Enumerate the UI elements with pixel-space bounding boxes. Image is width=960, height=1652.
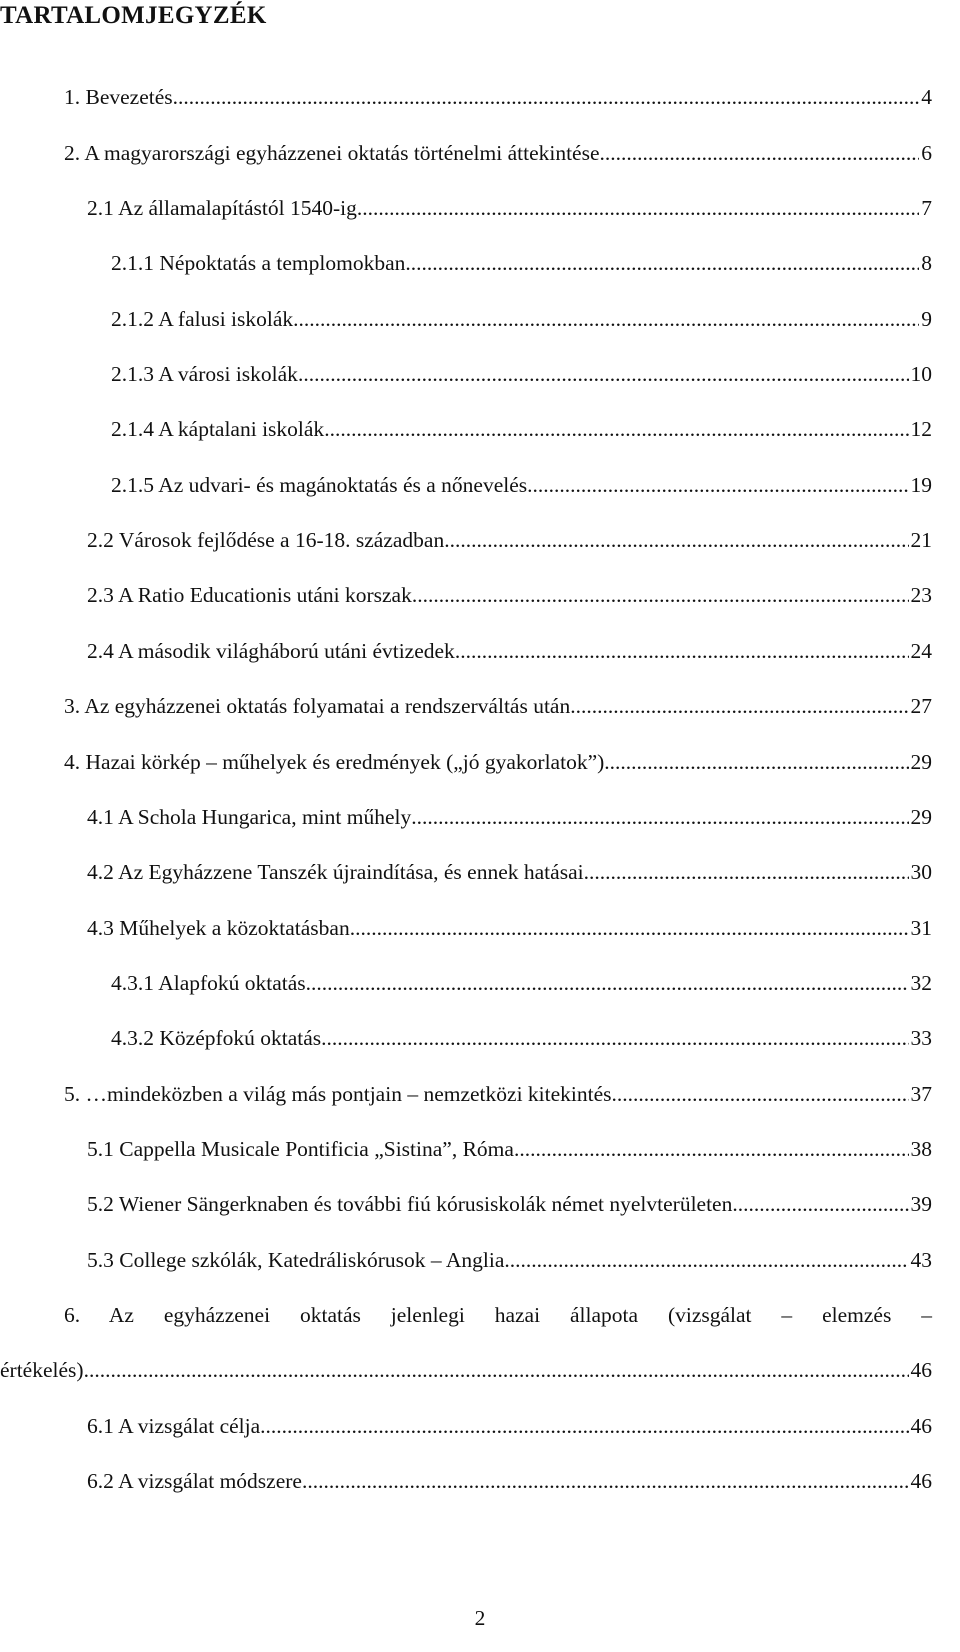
toc-entry-page: 31 bbox=[910, 916, 932, 940]
toc-entry[interactable] bbox=[64, 747, 932, 777]
toc-entry-label: 5.3 College szkólák, Katedráliskórusok – Anglia bbox=[87, 1248, 505, 1272]
toc-entry-page: 27 bbox=[910, 694, 932, 718]
toc-entry[interactable] bbox=[87, 580, 932, 610]
dot-leader bbox=[455, 636, 909, 666]
toc-entry-page: 29 bbox=[910, 805, 932, 829]
toc-entry-label: 2.1.2 A falusi iskolák bbox=[111, 307, 294, 331]
toc-entry-label: 3. Az egyházzenei oktatás folyamatai a rendszerváltás után bbox=[64, 694, 571, 718]
toc-entry[interactable] bbox=[87, 193, 932, 223]
toc-entry-label: 4.3.2 Középfokú oktatás bbox=[111, 1026, 322, 1050]
toc-entry[interactable] bbox=[111, 470, 932, 500]
toc-entry-label: 2.1 Az államalapítástól 1540-ig bbox=[87, 196, 357, 220]
toc-entry-page: 39 bbox=[910, 1192, 932, 1216]
toc-entry[interactable] bbox=[111, 248, 932, 278]
toc-entry-label: 2.1.5 Az udvari- és magánoktatás és a nőnevelés bbox=[111, 473, 528, 497]
page-number: 2 bbox=[474, 1606, 486, 1630]
toc-entry-label: 2.1.1 Népoktatás a templomokban bbox=[111, 251, 406, 275]
toc-entry[interactable] bbox=[111, 1023, 932, 1053]
dot-leader bbox=[444, 525, 908, 555]
dot-leader bbox=[504, 1245, 908, 1275]
toc-entry[interactable] bbox=[87, 1245, 932, 1275]
dot-leader bbox=[600, 138, 920, 168]
dot-leader bbox=[357, 193, 919, 223]
toc-entry-label: 5. …mindeközben a világ más pontjain – nemzetközi kitekintés bbox=[64, 1082, 612, 1106]
toc-entry-page: 4 bbox=[921, 85, 932, 109]
toc-entry[interactable] bbox=[64, 82, 932, 112]
toc-entry[interactable] bbox=[111, 359, 932, 389]
toc-entry[interactable] bbox=[87, 857, 932, 887]
toc-entry-label: 6. Az egyházzenei oktatás jelenlegi hazai állapota (vizsgálat – elemzés – bbox=[64, 1303, 932, 1327]
toc-entry-page: 9 bbox=[921, 307, 932, 331]
dot-leader bbox=[302, 1466, 909, 1496]
toc-entry[interactable] bbox=[87, 1411, 932, 1441]
dot-leader bbox=[306, 968, 909, 998]
toc-entry-label: 5.2 Wiener Sängerknaben és további fiú kórusiskolák német nyelvterületen bbox=[87, 1192, 733, 1216]
toc-entry-page: 21 bbox=[910, 528, 932, 552]
toc-entry-label: 2.3 A Ratio Educationis utáni korszak bbox=[87, 583, 412, 607]
toc-entry[interactable] bbox=[87, 636, 932, 666]
toc-entry-page: 7 bbox=[921, 196, 932, 220]
toc-entry-label: 4. Hazai körkép – műhelyek és eredmények („jó gyakorlatok”) bbox=[64, 750, 605, 774]
toc-entry-page: 29 bbox=[910, 750, 932, 774]
dot-leader bbox=[514, 1134, 909, 1164]
dot-leader bbox=[405, 248, 919, 278]
toc-entry-label: 2.1.4 A káptalani iskolák bbox=[111, 417, 325, 441]
toc-entry-multiline-first-line[interactable] bbox=[64, 1300, 932, 1330]
dot-leader bbox=[527, 470, 908, 500]
toc-entry-page: 38 bbox=[910, 1137, 932, 1161]
toc-entry-page: 12 bbox=[910, 417, 932, 441]
toc-entry-label: 6.1 A vizsgálat célja bbox=[87, 1414, 261, 1438]
toc-entry-label: 2. A magyarországi egyházzenei oktatás történelmi áttekintése bbox=[64, 141, 600, 165]
dot-leader bbox=[321, 1023, 908, 1053]
dot-leader bbox=[298, 359, 909, 389]
dot-leader bbox=[604, 747, 908, 777]
toc-entry-label: 4.2 Az Egyházzene Tanszék újraindítása, és ennek hatásai bbox=[87, 860, 584, 884]
toc-entry[interactable] bbox=[64, 138, 932, 168]
dot-leader bbox=[260, 1411, 908, 1441]
dot-leader bbox=[612, 1079, 909, 1109]
toc-entry-label: 4.3 Műhelyek a közoktatásban bbox=[87, 916, 350, 940]
toc-entry-page: 23 bbox=[910, 583, 932, 607]
toc-entry[interactable] bbox=[64, 691, 932, 721]
toc-entry[interactable] bbox=[0, 1355, 932, 1385]
toc-entry-label: 6.2 A vizsgálat módszere bbox=[87, 1469, 302, 1493]
toc-entry-label: 2.2 Városok fejlődése a 16-18. században bbox=[87, 528, 445, 552]
toc-entry[interactable] bbox=[87, 525, 932, 555]
toc-entry[interactable] bbox=[87, 913, 932, 943]
dot-leader bbox=[173, 82, 920, 112]
toc-entry-label: 4.1 A Schola Hungarica, mint műhely bbox=[87, 805, 412, 829]
toc-entry-page: 8 bbox=[921, 251, 932, 275]
toc-entry-page: 19 bbox=[910, 473, 932, 497]
toc-entry-label: 1. Bevezetés bbox=[64, 85, 173, 109]
toc-entry[interactable] bbox=[111, 968, 932, 998]
toc-entry[interactable] bbox=[111, 304, 932, 334]
toc-entry-label: 5.1 Cappella Musicale Pontificia „Sistina”, Róma bbox=[87, 1137, 514, 1161]
toc-entry-label: 2.1.3 A városi iskolák bbox=[111, 362, 298, 386]
dot-leader bbox=[732, 1189, 908, 1219]
toc-title: TARTALOMJEGYZÉK bbox=[0, 2, 267, 29]
toc-entry-label: 2.4 A második világháború utáni évtizedek bbox=[87, 639, 455, 663]
toc-entry-page: 32 bbox=[910, 971, 932, 995]
toc-entry-page: 46 bbox=[910, 1469, 932, 1493]
toc-entry[interactable] bbox=[87, 1189, 932, 1219]
toc-entry-page: 6 bbox=[921, 141, 932, 165]
toc-entry[interactable] bbox=[87, 1134, 932, 1164]
dot-leader bbox=[293, 304, 919, 334]
dot-leader bbox=[350, 913, 909, 943]
toc-entry-page: 24 bbox=[910, 639, 932, 663]
toc-entry[interactable] bbox=[64, 1079, 932, 1109]
dot-leader bbox=[412, 580, 909, 610]
toc-entry-page: 30 bbox=[910, 860, 932, 884]
dot-leader bbox=[570, 691, 908, 721]
toc-entry-page: 10 bbox=[910, 362, 932, 386]
toc-entry-page: 33 bbox=[910, 1026, 932, 1050]
toc-entry[interactable] bbox=[87, 802, 932, 832]
dot-leader bbox=[584, 857, 909, 887]
toc-entry-page: 37 bbox=[910, 1082, 932, 1106]
toc-entry-page: 46 bbox=[910, 1414, 932, 1438]
dot-leader bbox=[411, 802, 908, 832]
toc-entry-label: 4.3.1 Alapfokú oktatás bbox=[111, 971, 306, 995]
toc-entry-page: 43 bbox=[910, 1248, 932, 1272]
toc-entry[interactable] bbox=[111, 414, 932, 444]
toc-entry[interactable] bbox=[87, 1466, 932, 1496]
toc-entry-label: értékelés) bbox=[0, 1358, 84, 1382]
dot-leader bbox=[84, 1355, 909, 1385]
toc-entry-page: 46 bbox=[910, 1358, 932, 1382]
dot-leader bbox=[324, 414, 908, 444]
